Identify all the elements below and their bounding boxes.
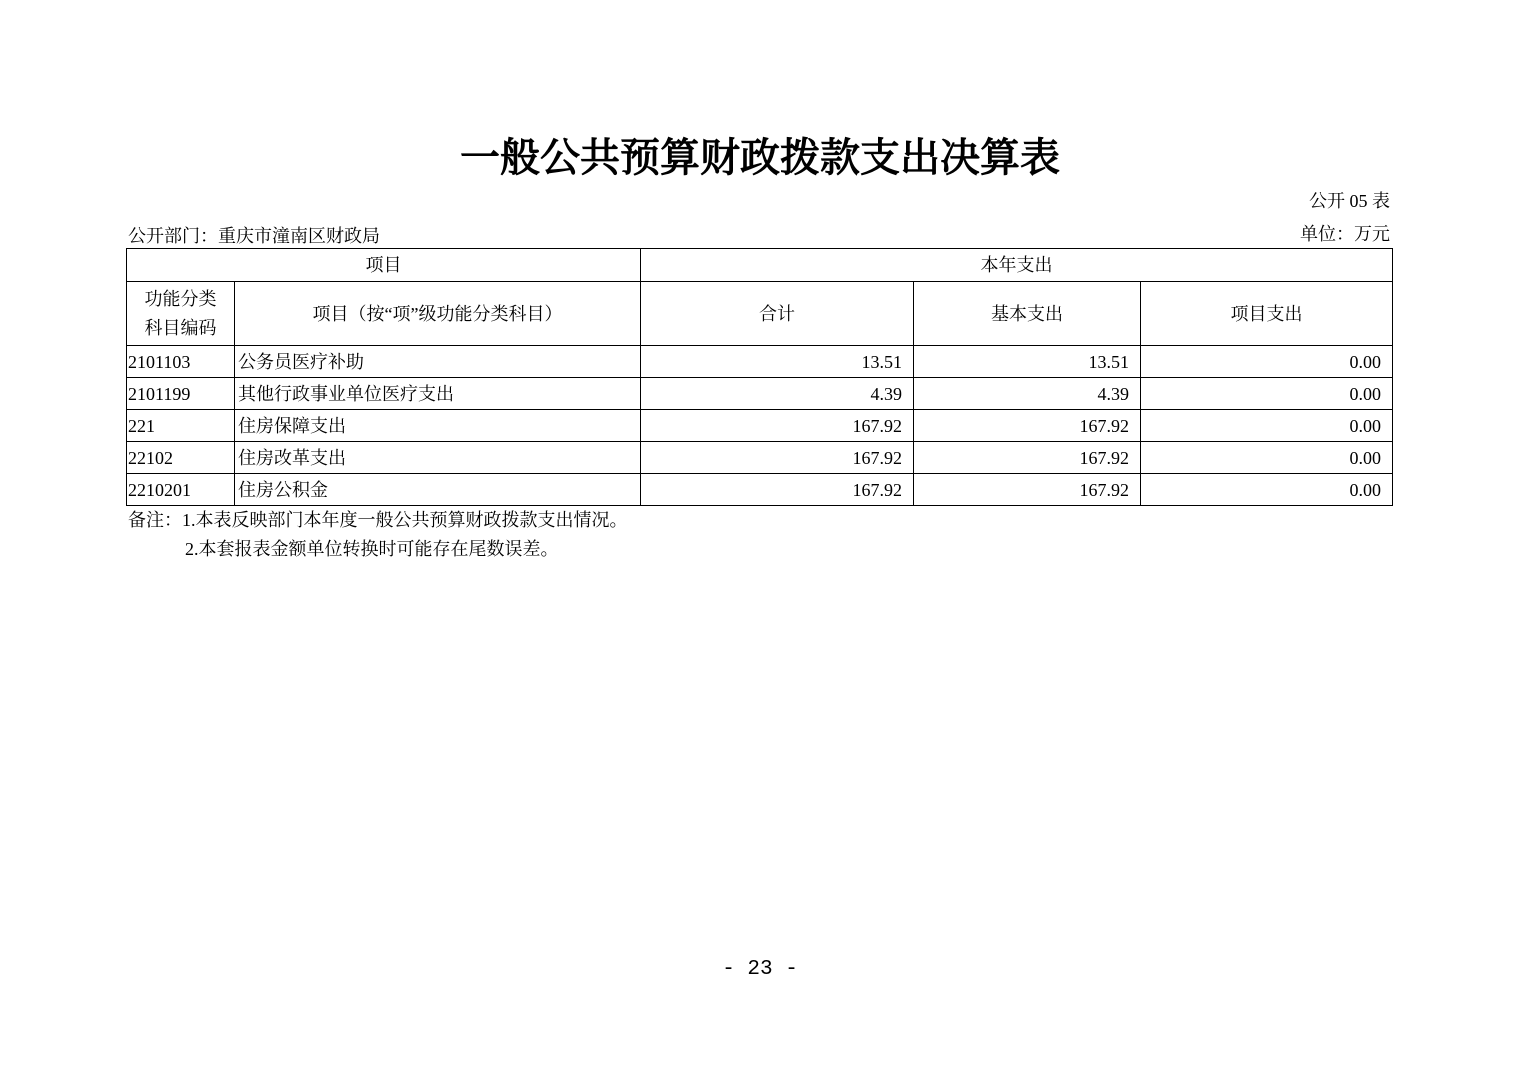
cell-total: 167.92 bbox=[641, 442, 914, 474]
table-row bbox=[127, 442, 1393, 474]
cell-basic: 167.92 bbox=[914, 410, 1141, 442]
cell-project: 0.00 bbox=[1141, 442, 1393, 474]
table-header-row-group bbox=[127, 249, 1393, 282]
cell-basic: 167.92 bbox=[914, 474, 1141, 506]
cell-basic: 4.39 bbox=[914, 378, 1141, 410]
cell-code: 2210201 bbox=[127, 474, 235, 506]
cell-code: 22102 bbox=[127, 442, 235, 474]
cell-name: 公务员医疗补助 bbox=[235, 346, 641, 378]
cell-total: 167.92 bbox=[641, 410, 914, 442]
header-project: 项目支出 bbox=[1141, 282, 1393, 346]
budget-table bbox=[126, 248, 1393, 506]
table-row bbox=[127, 378, 1393, 410]
cell-total: 167.92 bbox=[641, 474, 914, 506]
table-row bbox=[127, 346, 1393, 378]
table-row bbox=[127, 474, 1393, 506]
cell-total: 4.39 bbox=[641, 378, 914, 410]
header-total: 合计 bbox=[641, 282, 914, 346]
header-basic: 基本支出 bbox=[914, 282, 1141, 346]
cell-name: 住房改革支出 bbox=[235, 442, 641, 474]
department-label: 公开部门：重庆市潼南区财政局 bbox=[128, 226, 380, 246]
header-item-group: 项目 bbox=[127, 249, 641, 282]
header-function-code-line1: 功能分类 bbox=[144, 288, 217, 309]
unit-label: 单位：万元 bbox=[1300, 224, 1390, 244]
cell-code: 221 bbox=[127, 410, 235, 442]
header-item-name: 项目（按“项”级功能分类科目） bbox=[235, 282, 641, 346]
cell-name: 其他行政事业单位医疗支出 bbox=[235, 378, 641, 410]
header-function-code bbox=[127, 282, 235, 346]
table-header-row-columns bbox=[127, 282, 1393, 346]
header-expenditure-group: 本年支出 bbox=[641, 249, 1393, 282]
cell-project: 0.00 bbox=[1141, 378, 1393, 410]
header-function-code-line2: 科目编码 bbox=[144, 317, 217, 338]
cell-name: 住房保障支出 bbox=[235, 410, 641, 442]
cell-basic: 167.92 bbox=[914, 442, 1141, 474]
table-row bbox=[127, 410, 1393, 442]
note-line-1: 备注：1.本表反映部门本年度一般公共预算财政拨款支出情况。 bbox=[128, 510, 628, 530]
note-line-2: 2.本套报表金额单位转换时可能存在尾数误差。 bbox=[185, 539, 559, 559]
cell-total: 13.51 bbox=[641, 346, 914, 378]
page-number: - 23 - bbox=[722, 958, 798, 981]
cell-name: 住房公积金 bbox=[235, 474, 641, 506]
table-code-label: 公开 05 表 bbox=[1309, 191, 1390, 211]
cell-project: 0.00 bbox=[1141, 346, 1393, 378]
cell-project: 0.00 bbox=[1141, 410, 1393, 442]
cell-code: 2101103 bbox=[127, 346, 235, 378]
cell-project: 0.00 bbox=[1141, 474, 1393, 506]
cell-code: 2101199 bbox=[127, 378, 235, 410]
cell-basic: 13.51 bbox=[914, 346, 1141, 378]
page-title: 一般公共预算财政拨款支出决算表 bbox=[460, 135, 1060, 180]
